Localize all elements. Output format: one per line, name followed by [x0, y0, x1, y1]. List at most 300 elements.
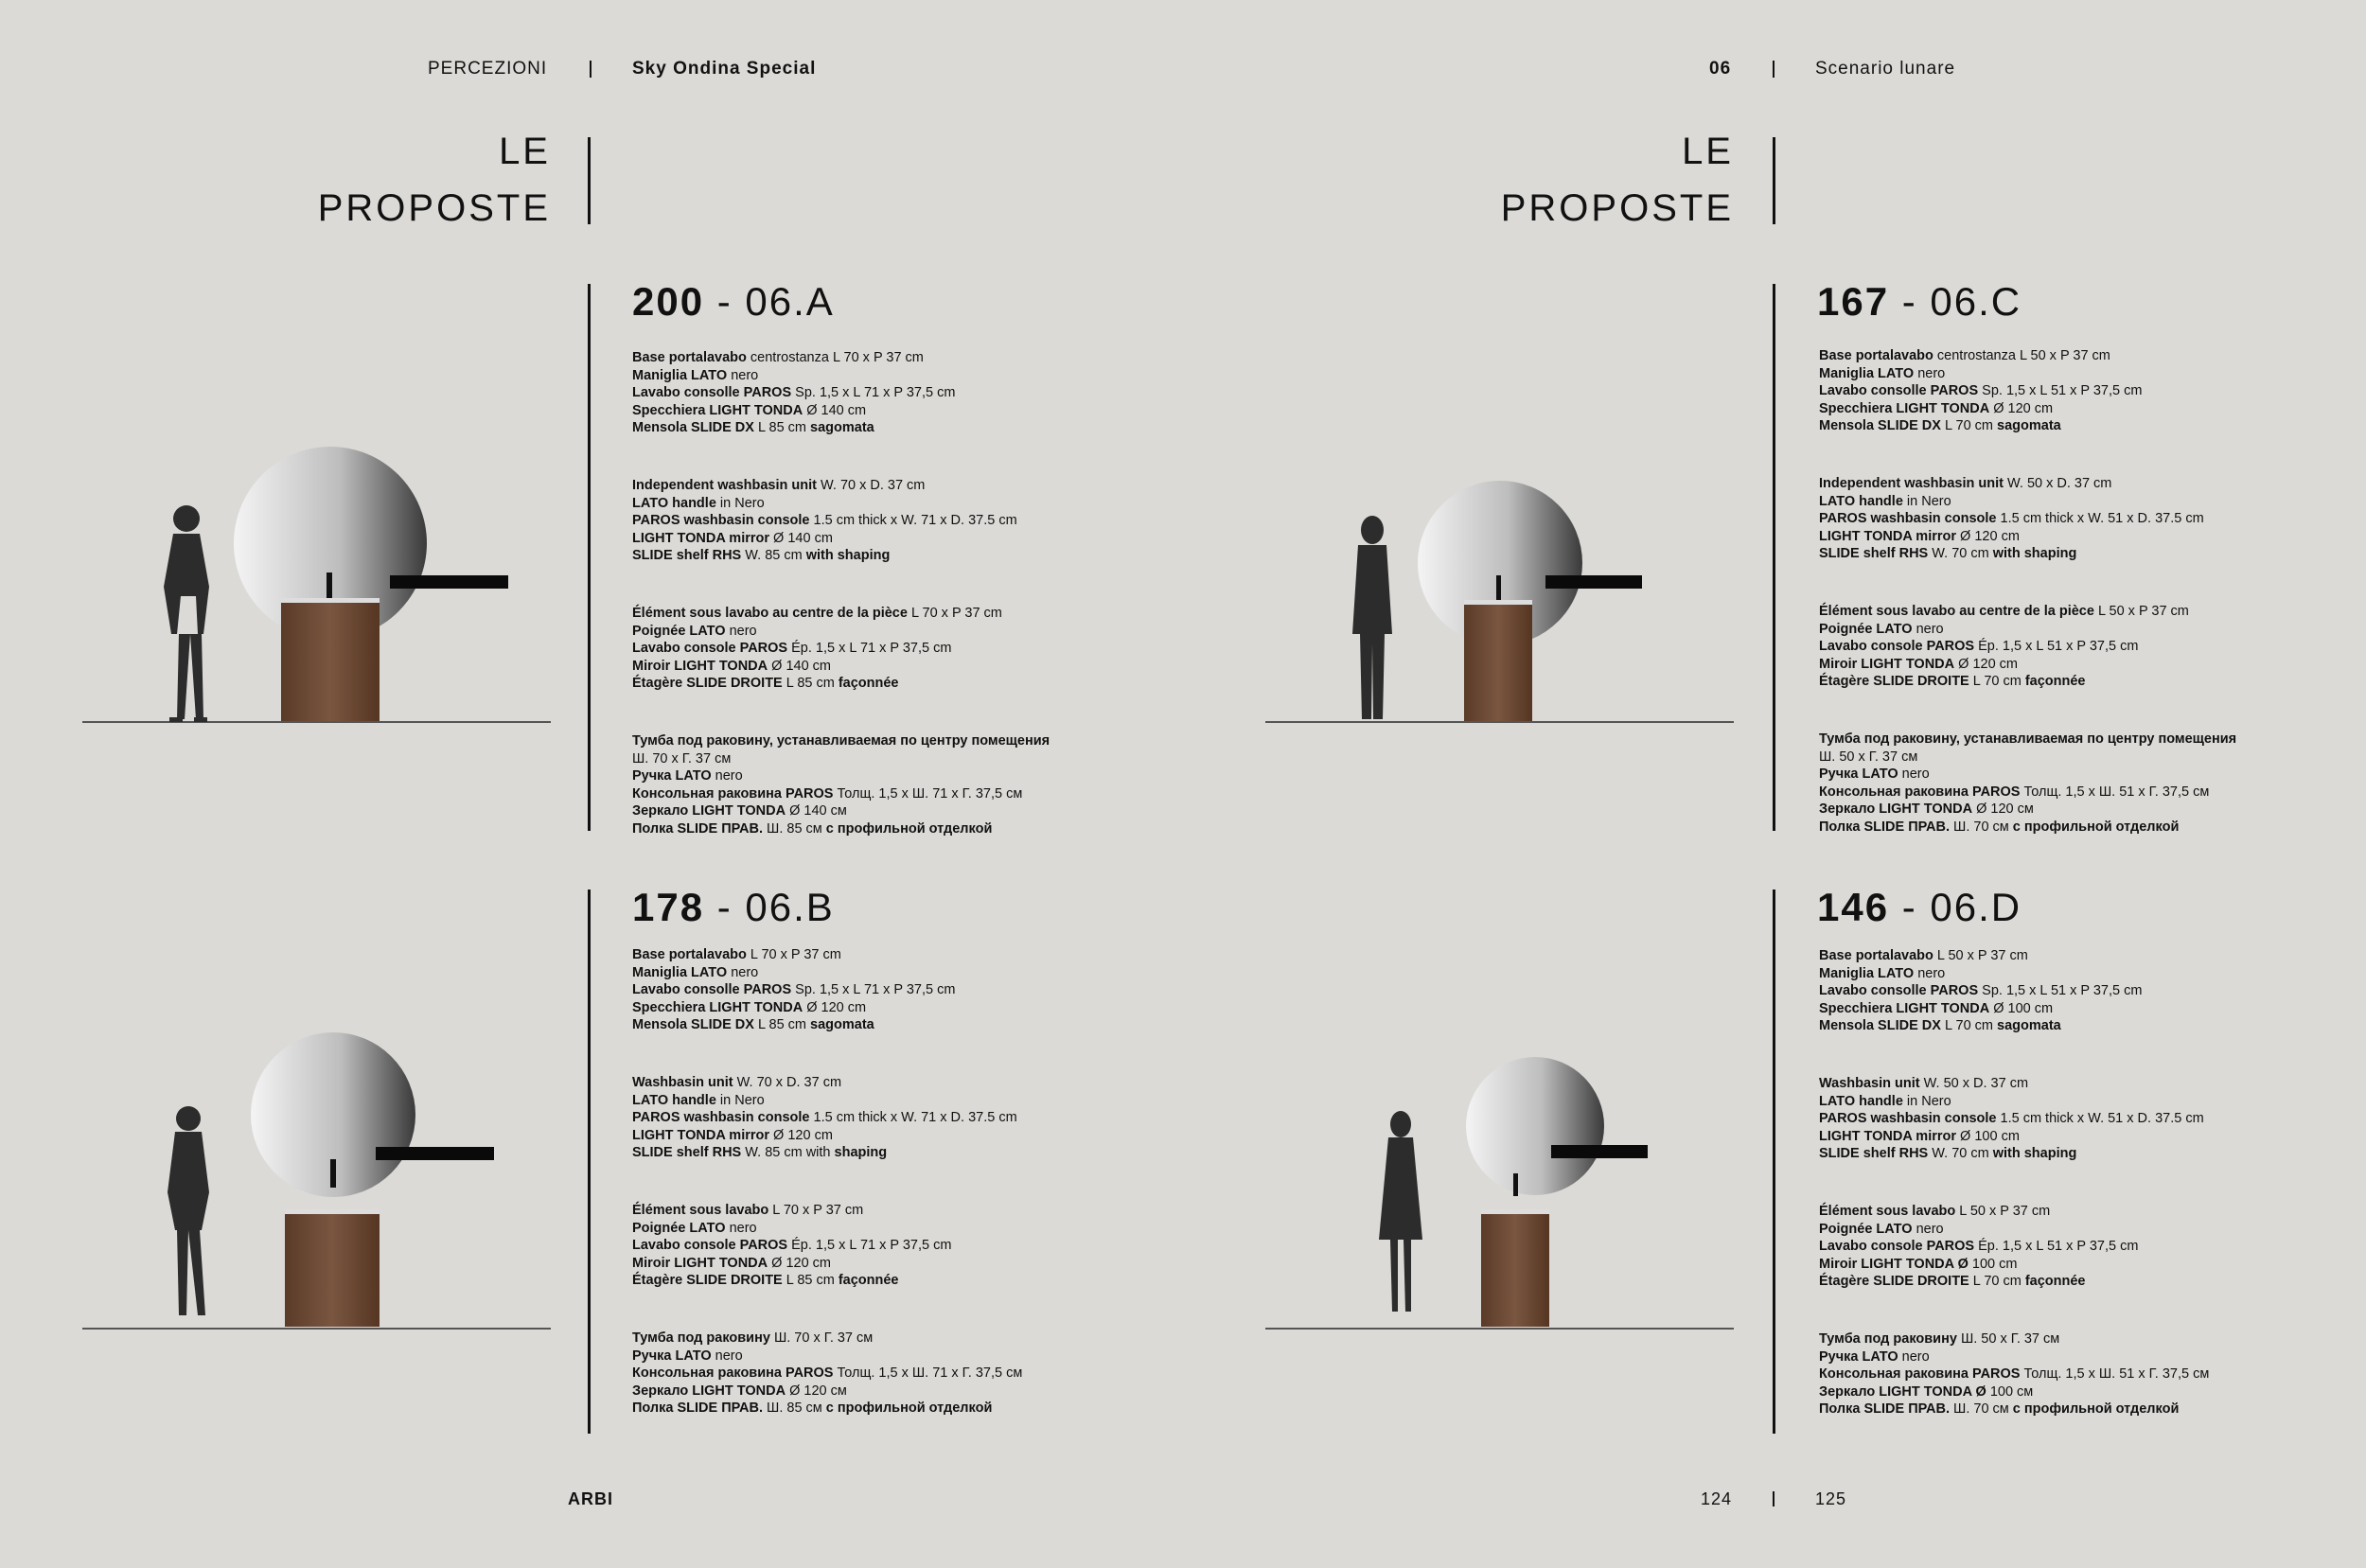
spec-value: W. 85 cm with [741, 1145, 835, 1161]
spec-line [1819, 545, 2349, 563]
spec-line [632, 1272, 1162, 1290]
spec-label: façonnée [2024, 674, 2086, 690]
spec-label: Полка SLIDE ПРАВ. [632, 820, 763, 837]
spec-label: sagomata [1997, 418, 2061, 434]
spec-label: PAROS washbasin console [1819, 511, 1997, 527]
spec-value: L 70 x P 37 cm [768, 1202, 864, 1218]
spec-line [1819, 784, 2349, 802]
spec-value: nero [711, 768, 743, 784]
spec-value: W. 70 x D. 37 cm [733, 1074, 842, 1090]
spec-value: W. 70 cm [1928, 546, 1993, 562]
spec-value: nero [725, 623, 757, 639]
spec-line [632, 999, 1162, 1017]
spec-line [632, 384, 1162, 402]
spec-label: Independent washbasin unit [1819, 475, 2004, 491]
spec-label: Lavabo consolle PAROS [1819, 383, 1979, 399]
cabinet-d [1481, 1213, 1549, 1327]
spec-line [1819, 656, 2349, 674]
spec-group [1819, 1075, 2349, 1163]
spec-line [1819, 1238, 2349, 1256]
spec-value: Ш. 50 х Г. 37 см [1819, 749, 1918, 765]
spec-value: L 70 cm [1940, 418, 1998, 434]
spec-group [632, 1330, 1162, 1418]
spec-value: 100 см [1986, 1383, 2034, 1400]
spec-label: Консольная раковина PAROS [632, 1365, 834, 1382]
spec-value: L 85 cm [782, 676, 839, 692]
header-divider-right [1773, 61, 1774, 78]
spec-line [632, 1202, 1162, 1220]
spec-value: L 70 cm [1969, 674, 2025, 690]
spec-label: Specchiera LIGHT TONDA [1819, 400, 1990, 416]
spec-label: LATO handle [632, 1092, 716, 1108]
spec-value: in Nero [715, 495, 765, 511]
spec-group [632, 732, 1162, 838]
spec-value: Sp. 1,5 x L 51 x P 37,5 cm [1978, 983, 2143, 999]
spec-value: Ø 140 см [786, 803, 847, 819]
spec-label: с профильной отделкой [2012, 1401, 2180, 1418]
spec-line [1819, 1330, 2349, 1348]
spec-label: LATO handle [632, 495, 716, 511]
spec-value: Ép. 1,5 x L 51 x P 37,5 cm [1974, 1239, 2139, 1255]
spec-value: Ø 120 cm [1954, 656, 2019, 672]
spec-line [632, 623, 1162, 641]
spec-line [632, 640, 1162, 658]
spec-label: Lavabo console PAROS [1819, 639, 1975, 655]
spec-label: PAROS washbasin console [632, 513, 810, 529]
spec-label: Зеркало LIGHT TONDA [632, 1383, 786, 1399]
spec-line [632, 750, 1162, 768]
spec-label: Зеркало LIGHT TONDA Ø [1819, 1383, 1986, 1400]
spec-value: in Nero [1902, 493, 1951, 509]
spec-group [632, 349, 1162, 437]
spec-line [1819, 603, 2349, 621]
spec-value: 1.5 cm thick x W. 51 x D. 37.5 cm [1996, 511, 2204, 527]
spec-group [632, 477, 1162, 565]
spec-label: Poignée LATO [632, 1220, 726, 1236]
spec-line [1819, 493, 2349, 511]
spec-label: Консольная раковина PAROS [632, 785, 834, 802]
spec-line [632, 802, 1162, 820]
spec-label: with shaping [1992, 546, 2077, 562]
spec-value: nero [727, 964, 759, 980]
spec-value: nero [711, 1348, 743, 1364]
spec-value: L 70 cm [1969, 1274, 2025, 1290]
spec-line [632, 675, 1162, 693]
spec-line [632, 367, 1162, 385]
spec-line [632, 1109, 1162, 1127]
spec-line [1819, 819, 2349, 837]
spec-value: Ø 120 cm [803, 999, 867, 1015]
spec-line [632, 785, 1162, 803]
faucet-d [1513, 1173, 1518, 1196]
spec-label: façonnée [2024, 1274, 2086, 1290]
spec-label: Base portalavabo [1819, 348, 1933, 363]
shelf-c [1545, 575, 1642, 589]
spec-value: in Nero [1902, 1093, 1951, 1109]
spec-value: Ø 120 cm [769, 1127, 833, 1143]
spec-line [632, 946, 1162, 964]
spec-value: Ø 100 cm [1989, 1000, 2054, 1016]
spec-line [632, 1016, 1162, 1034]
spec-line [1819, 1145, 2349, 1163]
spec-label: Зеркало LIGHT TONDA [1819, 802, 1973, 818]
spec-label: Étagère SLIDE DROITE [1819, 1274, 1969, 1290]
spec-group [1819, 1330, 2349, 1418]
spec-line [632, 732, 1162, 750]
spec-label: sagomata [1997, 1018, 2061, 1034]
spec-label: shaping [834, 1145, 888, 1161]
spec-label: Miroir LIGHT TONDA [632, 658, 768, 674]
proposal-specs-a [632, 349, 1162, 877]
spec-value: nero [1912, 621, 1944, 637]
spec-label: Washbasin unit [1819, 1075, 1920, 1091]
spec-value: 1.5 cm thick x W. 71 x D. 37.5 cm [809, 513, 1017, 529]
proposal-code-a: 200 - 06.A [632, 279, 835, 324]
spec-line [1819, 1093, 2349, 1111]
page-title-right: LE PROPOSTE [1500, 131, 1734, 229]
spec-line [632, 512, 1162, 530]
spec-group [632, 1074, 1162, 1162]
spec-value: 1.5 cm thick x W. 71 x D. 37.5 cm [809, 1110, 1017, 1126]
spec-value: Ø 120 cm [768, 1255, 832, 1271]
shelf-d [1551, 1145, 1648, 1158]
spec-value: Ш. 85 см [763, 1401, 826, 1417]
spec-label: Тумба под раковину [1819, 1330, 1957, 1347]
spec-group [632, 1202, 1162, 1290]
spec-value: W. 50 x D. 37 cm [2003, 475, 2112, 491]
header-number: 06 [1709, 59, 1732, 79]
spec-label: façonnée [838, 1273, 899, 1289]
spec-line [1819, 347, 2349, 365]
spec-line [1819, 673, 2349, 691]
spec-value: L 50 x P 37 cm [2093, 603, 2189, 619]
spec-value: Ш. 70 х Г. 37 см [769, 1330, 874, 1346]
spec-label: LIGHT TONDA mirror [632, 530, 770, 546]
spec-line [1819, 510, 2349, 528]
proposal-specs-c [1819, 347, 2349, 875]
spec-value: Ø 140 cm [769, 530, 833, 546]
spec-value: Ép. 1,5 x L 71 x P 37,5 cm [787, 641, 952, 657]
spec-label: Lavabo consolle PAROS [632, 385, 792, 401]
illustration-a [82, 445, 556, 757]
spec-label: Maniglia LATO [1819, 365, 1915, 381]
spec-value: nero [1912, 1221, 1944, 1237]
spec-label: Mensola SLIDE DX [632, 420, 754, 436]
spec-label: Specchiera LIGHT TONDA [632, 402, 803, 418]
spec-label: Élément sous lavabo au centre de la pièce [632, 605, 908, 621]
spec-line [1819, 1203, 2349, 1221]
spec-label: с профильной отделкой [825, 1401, 993, 1417]
spec-value: Толщ. 1,5 х Ш. 71 х Г. 37,5 см [833, 1365, 1023, 1382]
spec-label: Washbasin unit [632, 1074, 733, 1090]
footer-brand: ARBI [568, 1489, 613, 1508]
spec-line [632, 477, 1162, 495]
spec-label: Полка SLIDE ПРАВ. [632, 1401, 763, 1417]
cabinet-c [1464, 604, 1532, 721]
spec-line [632, 402, 1162, 420]
spec-line [1819, 1348, 2349, 1366]
spec-line [1819, 1365, 2349, 1383]
proposal-divider-b [588, 890, 591, 1434]
spec-label: Maniglia LATO [1819, 965, 1915, 981]
faucet-b [330, 1159, 336, 1188]
spec-value: nero [727, 367, 759, 383]
spec-value: 1.5 cm thick x W. 51 x D. 37.5 cm [1996, 1111, 2204, 1127]
spec-value: nero [1898, 1348, 1930, 1365]
title-divider-left [588, 137, 591, 224]
spec-value: W. 70 cm [1928, 1146, 1993, 1162]
spec-value: 100 cm [1968, 1256, 2018, 1272]
spec-line [1819, 1110, 2349, 1128]
faucet-a [327, 573, 332, 601]
spec-line [632, 658, 1162, 676]
spec-line [1819, 1075, 2349, 1093]
spec-value: L 50 x P 37 cm [1955, 1203, 2051, 1219]
spec-label: Élément sous lavabo [1819, 1203, 1956, 1219]
spec-value: Sp. 1,5 x L 71 x P 37,5 cm [791, 982, 956, 998]
header-collection: Sky Ondina Special [632, 59, 817, 79]
spec-line [1819, 947, 2349, 965]
spec-label: SLIDE shelf RHS [632, 1145, 742, 1161]
spec-line [632, 1255, 1162, 1273]
spec-group [1819, 475, 2349, 563]
spec-label: Miroir LIGHT TONDA [1819, 656, 1955, 672]
proposal-code-b: 178 - 06.B [632, 885, 835, 929]
spec-label: Ручка LATO [1819, 766, 1898, 783]
proposal-code-d: 146 - 06.D [1817, 885, 2022, 929]
proposal-divider-a [588, 284, 591, 831]
person-silhouette-b [168, 1106, 209, 1315]
spec-line [1819, 1273, 2349, 1291]
spec-group [1819, 947, 2349, 1035]
spec-value: in Nero [715, 1092, 765, 1108]
proposal-specs-d [1819, 947, 2349, 1458]
spec-label: Консольная раковина PAROS [1819, 1366, 2021, 1383]
spec-value: Ø 140 cm [768, 658, 832, 674]
spec-label: Étagère SLIDE DROITE [632, 676, 783, 692]
spec-value: Ép. 1,5 x L 71 x P 37,5 cm [787, 1238, 952, 1254]
spec-line [632, 1092, 1162, 1110]
header-scenario: Scenario lunare [1815, 59, 1956, 79]
cabinet-a [281, 602, 380, 721]
spec-label: SLIDE shelf RHS [632, 548, 742, 564]
spec-line [1819, 965, 2349, 983]
spec-line [1819, 621, 2349, 639]
spec-value: Sp. 1,5 x L 71 x P 37,5 cm [791, 385, 956, 401]
spec-value: Толщ. 1,5 х Ш. 51 х Г. 37,5 см [2020, 784, 2210, 800]
shelf-b [376, 1147, 494, 1160]
spec-label: Тумба под раковину, устанавливаемая по центру помещения [1819, 731, 2237, 747]
spec-label: Poignée LATO [1819, 621, 1913, 637]
spec-label: SLIDE shelf RHS [1819, 546, 1929, 562]
spec-label: Lavabo console PAROS [1819, 1239, 1975, 1255]
spec-value: centrostanza L 70 x P 37 cm [746, 350, 924, 365]
spec-line [632, 1220, 1162, 1238]
spec-label: Полка SLIDE ПРАВ. [1819, 819, 1950, 835]
spec-line [632, 1074, 1162, 1092]
spec-label: Ручка LATO [632, 1348, 712, 1364]
footer-page-right: 125 [1815, 1489, 1847, 1508]
proposal-specs-b [632, 946, 1162, 1457]
spec-value: nero [725, 1220, 757, 1236]
spec-line [1819, 475, 2349, 493]
spec-label: с профильной отделкой [2012, 819, 2180, 835]
spec-label: LATO handle [1819, 1093, 1903, 1109]
spec-label: sagomata [810, 1017, 874, 1033]
spec-label: PAROS washbasin console [632, 1110, 810, 1126]
person-silhouette-a [164, 505, 209, 722]
spec-label: LATO handle [1819, 493, 1903, 509]
spec-line [1819, 1221, 2349, 1239]
spec-line [632, 605, 1162, 623]
faucet-c [1496, 575, 1501, 600]
spec-line [1819, 1256, 2349, 1274]
spec-value: Ø 120 см [1972, 802, 2034, 818]
spec-label: façonnée [838, 676, 899, 692]
spec-label: Lavabo consolle PAROS [632, 982, 792, 998]
spec-line [632, 1127, 1162, 1145]
spec-value: W. 85 cm [741, 548, 806, 564]
spec-label: LIGHT TONDA mirror [1819, 528, 1957, 544]
spec-label: with shaping [1992, 1146, 2077, 1162]
spec-value: Ø 120 cm [1956, 528, 2020, 544]
spec-group [632, 605, 1162, 693]
person-silhouette-d [1379, 1111, 1422, 1312]
spec-label: Mensola SLIDE DX [632, 1017, 754, 1033]
spec-value: L 50 x P 37 cm [1933, 948, 2028, 963]
spec-label: Lavabo console PAROS [632, 641, 788, 657]
spec-group [1819, 347, 2349, 435]
spec-value: Ш. 85 см [763, 820, 826, 837]
spec-value: L 85 cm [782, 1273, 839, 1289]
spec-line [632, 419, 1162, 437]
proposal-divider-c [1773, 284, 1775, 831]
spec-line [1819, 1383, 2349, 1401]
spec-line [632, 981, 1162, 999]
spec-line [632, 1144, 1162, 1162]
spec-value: Ø 120 см [786, 1383, 847, 1399]
spec-label: Ручка LATO [1819, 1348, 1898, 1365]
spec-label: sagomata [810, 420, 874, 436]
header-section: PERCEZIONI [428, 59, 548, 79]
spec-line [1819, 365, 2349, 383]
header-divider [590, 61, 592, 78]
footer-page-left: 124 [1701, 1489, 1733, 1508]
spec-label: LIGHT TONDA mirror [632, 1127, 770, 1143]
spec-label: SLIDE shelf RHS [1819, 1146, 1929, 1162]
spec-value: Ép. 1,5 x L 51 x P 37,5 cm [1974, 639, 2139, 655]
spec-line [1819, 749, 2349, 766]
spec-line [632, 767, 1162, 785]
spec-value: L 70 x P 37 cm [746, 947, 841, 962]
spec-line [1819, 1401, 2349, 1418]
spec-line [1819, 982, 2349, 1000]
spec-line [1819, 766, 2349, 784]
spec-label: Тумба под раковину, устанавливаемая по центру помещения [632, 732, 1051, 749]
spec-line [1819, 1128, 2349, 1146]
spec-line [1819, 528, 2349, 546]
spec-value: Толщ. 1,5 х Ш. 71 х Г. 37,5 см [833, 785, 1023, 802]
illustration-b [82, 1031, 556, 1344]
spec-label: Base portalavabo [1819, 948, 1933, 963]
spec-label: Консольная раковина PAROS [1819, 784, 2021, 800]
spec-value: Ш. 70 см [1950, 1401, 2013, 1418]
spec-label: Specchiera LIGHT TONDA [632, 999, 803, 1015]
footer-divider [1773, 1491, 1774, 1506]
spec-group [1819, 731, 2349, 837]
mirror-d [1466, 1057, 1604, 1195]
spec-value: Ш. 70 х Г. 37 см [632, 750, 732, 766]
spec-label: Lavabo console PAROS [632, 1238, 788, 1254]
spec-label: Miroir LIGHT TONDA [632, 1255, 768, 1271]
spec-label: Base portalavabo [632, 350, 747, 365]
spec-label: Poignée LATO [632, 623, 726, 639]
spec-group [1819, 1203, 2349, 1291]
spec-label: Зеркало LIGHT TONDA [632, 803, 786, 819]
spec-label: Poignée LATO [1819, 1221, 1913, 1237]
spec-value: Ø 100 cm [1956, 1128, 2020, 1144]
proposal-divider-d [1773, 890, 1775, 1434]
spec-label: Base portalavabo [632, 947, 747, 962]
spec-value: L 70 cm [1940, 1018, 1998, 1034]
spec-value: Ø 120 cm [1989, 400, 2054, 416]
illustration-c [1265, 445, 1739, 757]
shelf-a [390, 575, 508, 589]
spec-label: PAROS washbasin console [1819, 1111, 1997, 1127]
spec-line [632, 495, 1162, 513]
spec-value: W. 50 x D. 37 cm [1919, 1075, 2029, 1091]
spec-label: Étagère SLIDE DROITE [632, 1273, 783, 1289]
spec-value: L 85 cm [753, 420, 811, 436]
spec-line [632, 1330, 1162, 1348]
illustration-d [1265, 1031, 1739, 1344]
spec-label: Élément sous lavabo [632, 1202, 769, 1218]
spec-value: nero [1914, 965, 1946, 981]
spec-line [1819, 801, 2349, 819]
spec-line [632, 1383, 1162, 1401]
spec-label: Полка SLIDE ПРАВ. [1819, 1401, 1950, 1418]
spec-value: nero [1914, 365, 1946, 381]
proposal-code-c: 167 - 06.C [1817, 279, 2022, 324]
spec-line [1819, 1017, 2349, 1035]
spec-line [1819, 400, 2349, 418]
spec-line [632, 530, 1162, 548]
spec-label: with shaping [805, 548, 891, 564]
spec-value: Ш. 70 см [1950, 819, 2013, 835]
spec-line [632, 1400, 1162, 1418]
spec-line [632, 1348, 1162, 1365]
spec-label: Independent washbasin unit [632, 477, 817, 493]
spec-label: с профильной отделкой [825, 820, 993, 837]
spec-value: W. 70 x D. 37 cm [816, 477, 926, 493]
spec-line [1819, 382, 2349, 400]
spec-value: nero [1898, 766, 1930, 783]
page-title-left: LE PROPOSTE [317, 131, 551, 229]
spec-label: Mensola SLIDE DX [1819, 418, 1941, 434]
spec-line [1819, 417, 2349, 435]
spec-line [1819, 731, 2349, 749]
spec-value: Ш. 50 х Г. 37 см [1956, 1330, 2060, 1347]
spec-line [1819, 638, 2349, 656]
cabinet-b [285, 1213, 380, 1327]
spec-line [632, 349, 1162, 367]
spec-line [632, 547, 1162, 565]
spec-label: Specchiera LIGHT TONDA [1819, 1000, 1990, 1016]
spec-line [1819, 1000, 2349, 1018]
spec-label: LIGHT TONDA mirror [1819, 1128, 1957, 1144]
spec-line [632, 964, 1162, 982]
spec-value: L 70 x P 37 cm [907, 605, 1002, 621]
